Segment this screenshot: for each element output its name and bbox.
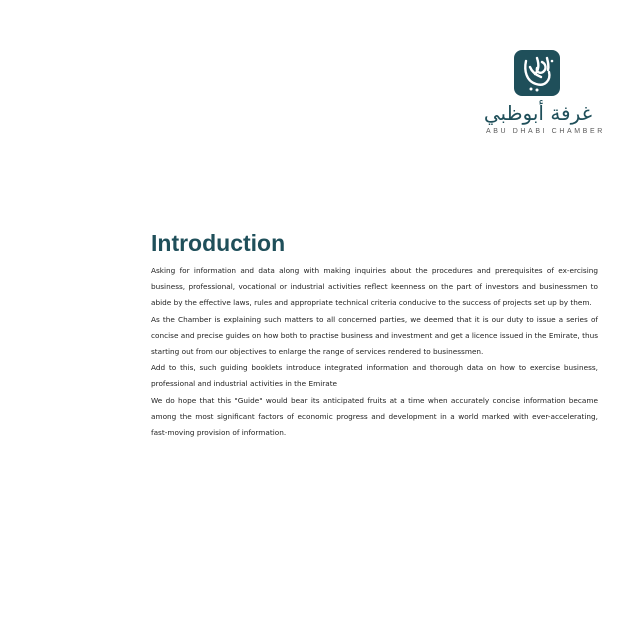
page-title: Introduction (151, 230, 286, 256)
paragraph: As the Chamber is explaining such matters to all concerned parties, we deemed that it is our duty to issue a series of concise and precise guides on how both to practise business and investment and get a licence issued in the Emirate, thus starting out from our objectives to enlarge the range of services rendered to businessmen. (151, 314, 598, 357)
paragraph: Add to this, such guiding booklets introduce integrated information and thorough data on how to exercise business, professional and industrial activities in the Emirate (151, 363, 598, 389)
calligraphy-emblem-icon (514, 50, 560, 96)
introduction-body (151, 263, 598, 441)
paragraph: Asking for information and data along with making inquiries about the procedures and prerequisites of ex-ercising business, professional, vocational or industrial activities reflect keenness on the part of investors and businessmen to abide by the effective laws, rules and appropriate technical criteria conducive to the success of projects set up by them. (151, 266, 598, 308)
paragraph: We do hope that this "Guide" would bear its anticipated fruits at a time when accurately concise information became among the most significant factors of economic progress and development in a world marked with ever-accelerating, fast-moving provision of information. (151, 395, 598, 438)
logo-arabic-name: غرفة أبوظبي (483, 101, 593, 125)
logo-english-name: ABU DHABI CHAMBER (486, 128, 605, 135)
abu-dhabi-chamber-logo (478, 42, 605, 142)
